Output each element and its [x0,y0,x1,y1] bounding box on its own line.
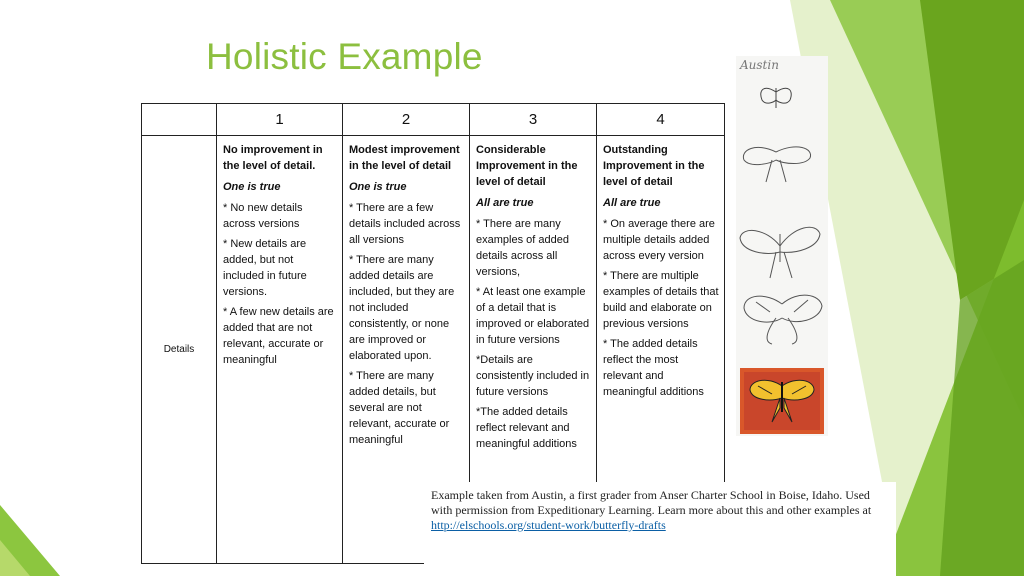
level-header: 3 [470,104,597,136]
butterfly-final-colored-icon [740,368,824,434]
level-header: 4 [597,104,725,136]
cell-item: * On average there are multiple details added across every version [603,218,715,262]
caption-text: Example taken from Austin, a first grader from Anser Charter School in Boise, Idaho. Used with permission from Expeditionary Learning. Learn more about this and other examples at [431,488,872,517]
cell-condition: All are true [603,197,661,209]
cell-item: * There are many examples of added details across all versions, [476,218,569,278]
cell-title: Outstanding Improvement in the level of detail [603,144,705,188]
cell-title: No improvement in the level of detail. [223,144,323,172]
artwork-signature: Austin [740,58,779,72]
level-header: 2 [343,104,470,136]
cell-title: Considerable Improvement in the level of detail [476,144,578,188]
slide-title: Holistic Example [206,36,483,77]
cell-item: * The added details reflect the most relevant and meaningful additions [603,338,704,398]
row-label-details: Details [142,136,217,564]
cell-item: *The added details reflect relevant and meaningful additions [476,406,577,450]
rubric-cell-level-1 [217,136,343,564]
cell-condition: One is true [349,181,407,193]
header-corner-cell [142,104,217,136]
rubric-header-row [142,104,725,136]
butterfly-drafts-image [736,56,828,436]
butterfly-drafts-link[interactable]: http://elschools.org/student-work/butterfly-drafts [431,518,666,532]
level-header: 1 [217,104,343,136]
cell-item: * At least one example of a detail that is improved or elaborated in future versions [476,286,590,346]
cell-item: * There are a few details included across all versions [349,202,461,246]
cell-item: * New details are added, but not included in future versions. [223,238,307,298]
cell-title: Modest improvement in the level of detail [349,144,460,172]
cell-item: *Details are consistently included in future versions [476,354,590,398]
cell-condition: All are true [476,197,534,209]
source-caption [424,482,896,576]
butterfly-sketches [736,56,828,436]
cell-item: * There are many added details are included, but they are not included consistently, or none are improved or elaborated upon. [349,254,455,362]
cell-condition: One is true [223,181,281,193]
cell-item: * There are multiple examples of details that build and elaborate on previous versions [603,270,719,330]
cell-item: * A few new details are added that are not relevant, accurate or meaningful [223,306,334,366]
cell-item: * No new details across versions [223,202,303,230]
cell-item: * There are many added details, but several are not relevant, accurate or meaningful [349,370,450,446]
